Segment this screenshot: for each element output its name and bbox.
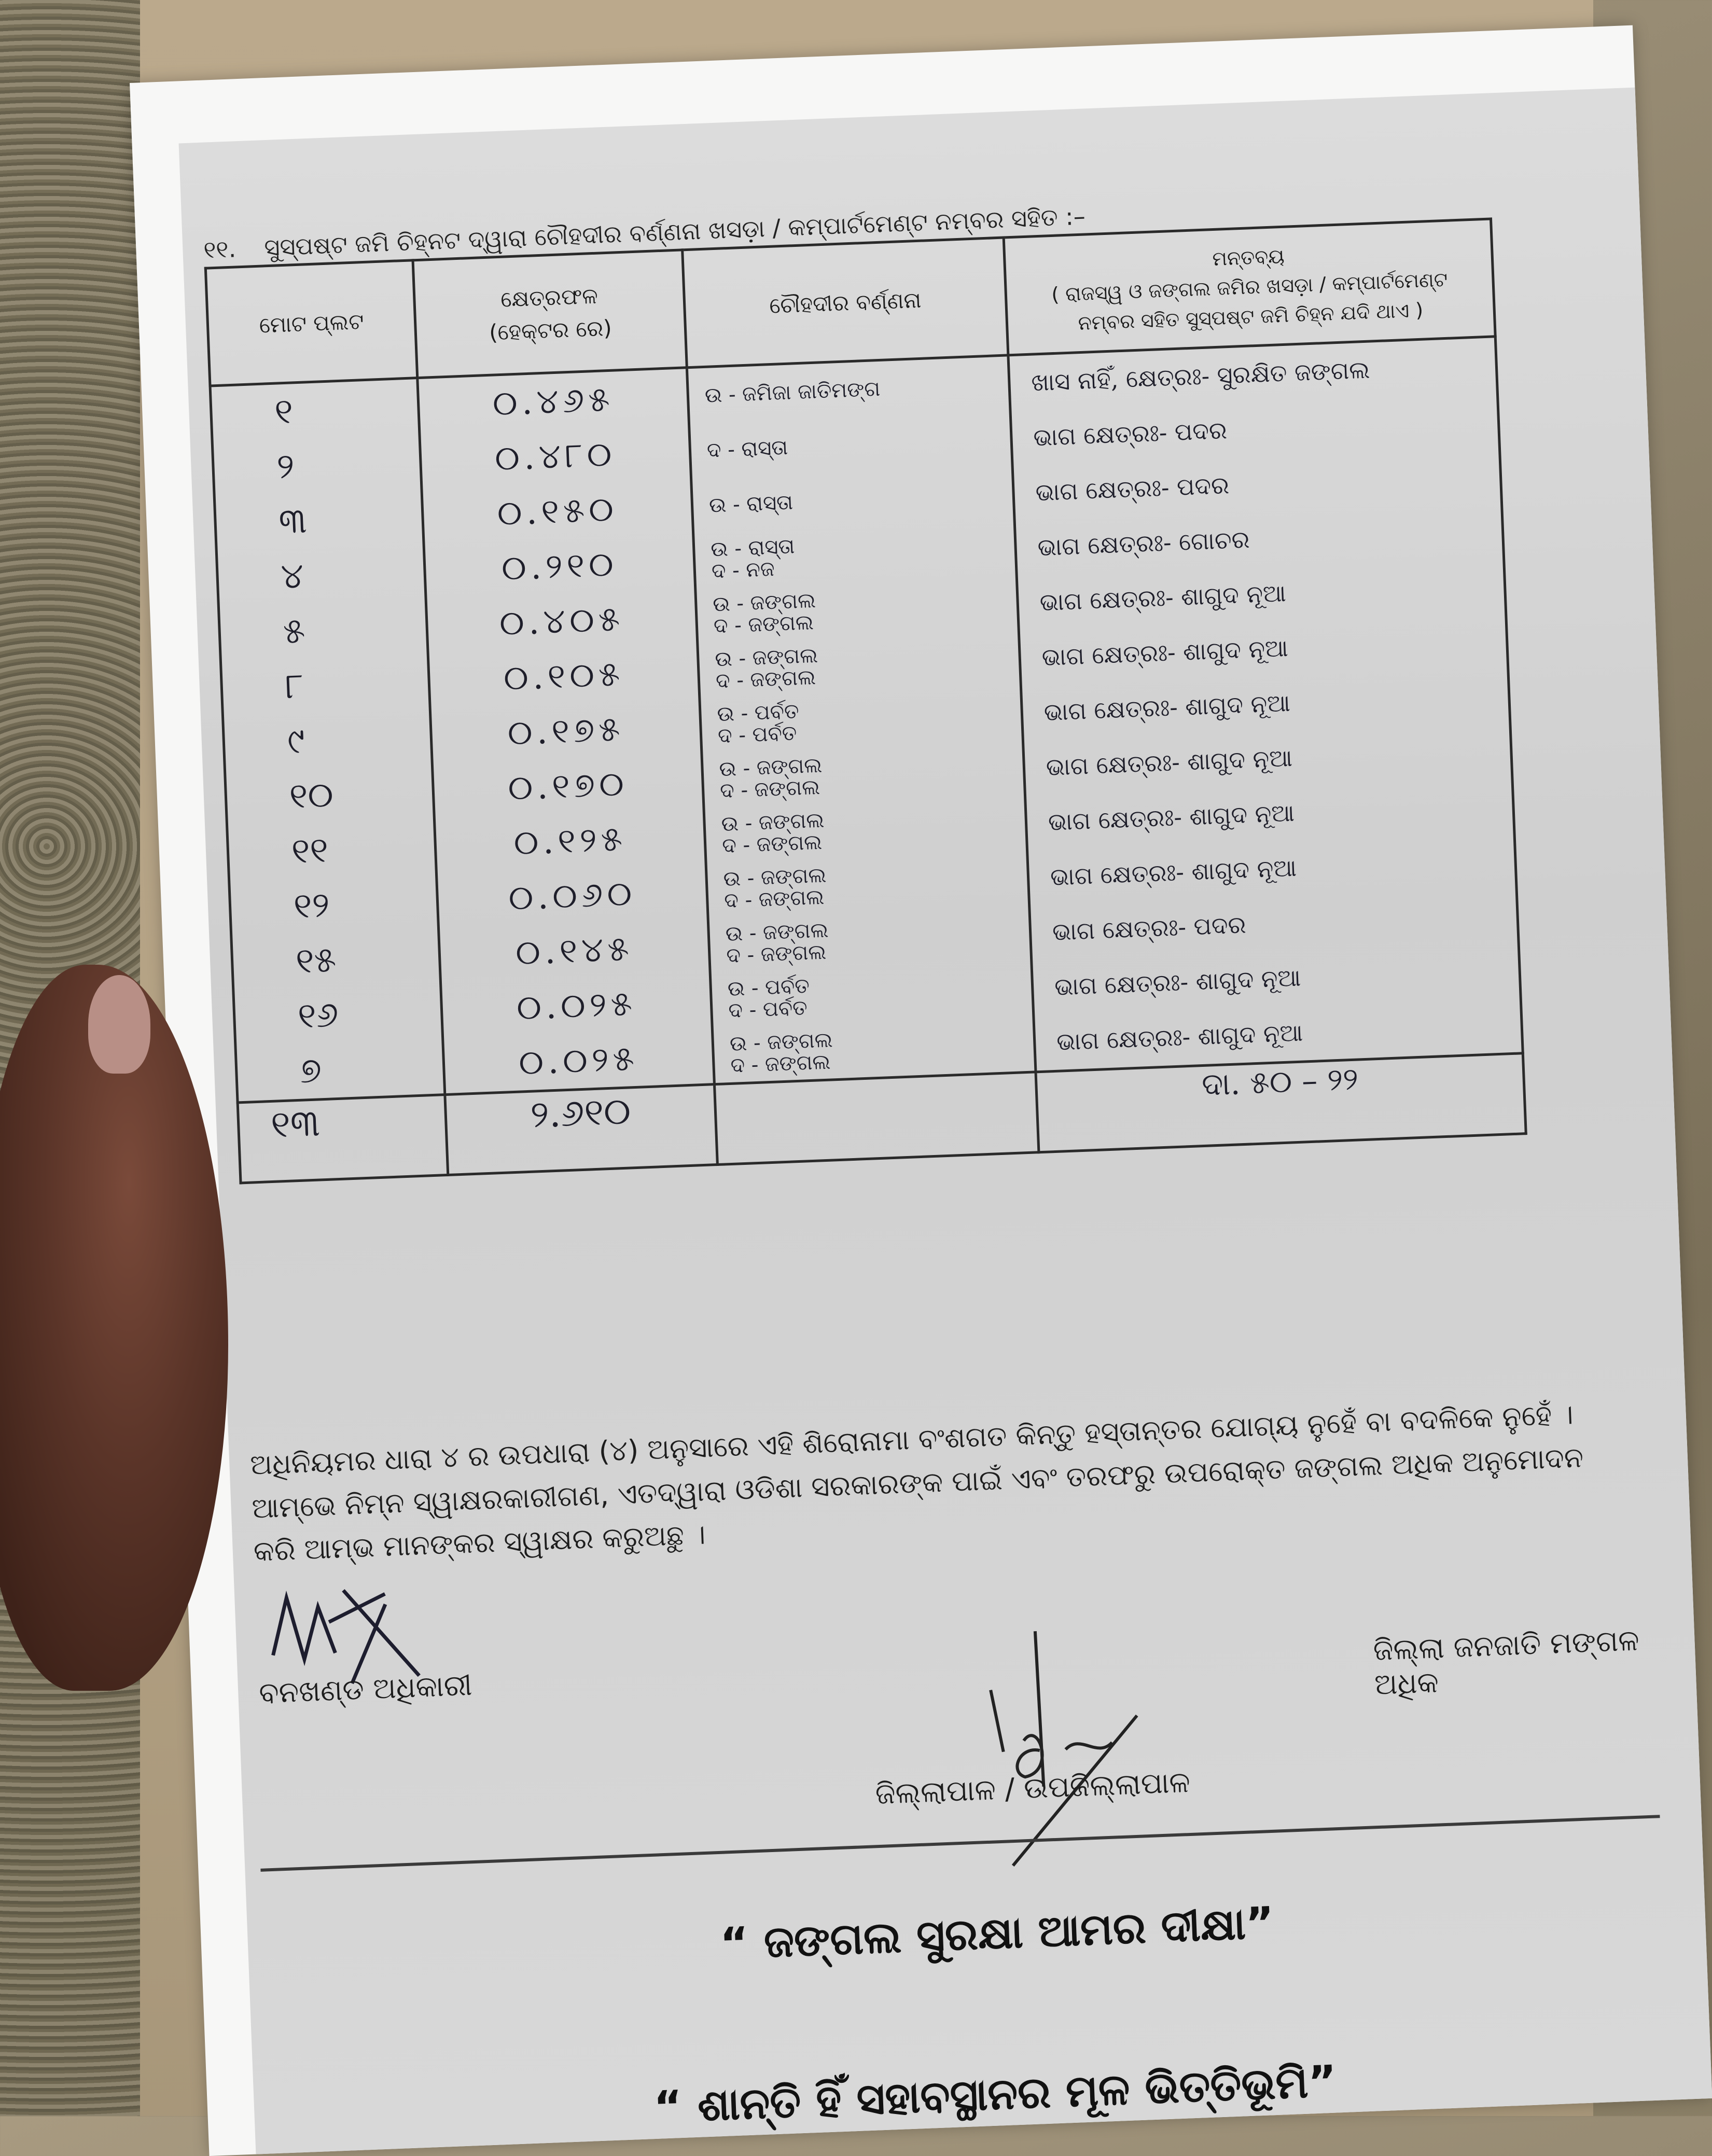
plot-area: ୦.୦୬୦ xyxy=(507,873,637,918)
plot-number: ୧୨ xyxy=(293,884,330,927)
plot-number: ୮ xyxy=(284,665,304,707)
district-tribal-officer-label: ଜିଲ୍ଲା ଜନଜାତି ମଙ୍ଗଳ ଅଧିକ xyxy=(1372,1623,1640,1702)
plot-number: ୩ xyxy=(278,500,308,543)
plot-number: ୫ xyxy=(282,610,306,652)
section-number: ୧୧. xyxy=(203,234,237,264)
boundary-line: ଦ - ପର୍ବତ xyxy=(728,996,808,1023)
boundary-line: ଦ - ଜଙ୍ଗଲ xyxy=(723,885,825,913)
boundary-line: ଉ - ଜଙ୍ଗଲ xyxy=(722,863,827,892)
paper-sheet xyxy=(130,25,1712,2156)
plot-area: ୦.୧୦୫ xyxy=(503,653,625,698)
plot-number: ୧୫ xyxy=(295,939,337,982)
boundary-line: ଦ - ଜଙ୍ଗଲ xyxy=(721,830,823,858)
boundary-line: ଉ - ପର୍ବତ xyxy=(716,699,800,727)
plot-remark: ଭାଗ କ୍ଷେତ୍ରଃ- ଶାଗୁଦ ନୂଆ xyxy=(1047,798,1295,837)
forest-officer-label: ବନଖଣ୍ଡ ଅଧିକାରୀ xyxy=(258,1668,473,1710)
plot-number: ୧୦ xyxy=(288,774,335,817)
total-boundary-empty xyxy=(714,1072,1038,1165)
remarks-column xyxy=(1008,337,1523,1072)
slogan-peace: “ ଶାନ୍ତି ହିଁ ସହାବସ୍ଥାନର ମୂଳ ଭିତ୍ତିଭୂମି” xyxy=(652,2055,1338,2133)
plot-remark: ଭାଗ କ୍ଷେତ୍ରଃ- ପଦର xyxy=(1035,471,1230,507)
thumb-nail xyxy=(88,975,150,1074)
plot-number: ୧୧ xyxy=(290,829,329,872)
header-plot-count: ମୋଟ ପ୍ଲଟ xyxy=(205,260,417,386)
plot-number: ୭ xyxy=(299,1050,323,1092)
boundary-table xyxy=(204,217,1527,1184)
header-boundary: ଚୌହଦୀର ବର୍ଣ୍ଣନା xyxy=(683,238,1008,368)
boundary-line: ଦ - ନଜ xyxy=(711,557,775,583)
boundary-line: ଦ - ଜଙ୍ଗଲ xyxy=(730,1050,831,1078)
plot-remark: ଭାଗ କ୍ଷେତ୍ରଃ- ଶାଗୁଦ ନୂଆ xyxy=(1045,743,1293,782)
boundary-line: ଦ - ଜଙ୍ଗଲ xyxy=(726,940,827,968)
plot-remark: ଭାଗ କ୍ଷେତ୍ରଃ- ପଦର xyxy=(1033,416,1228,452)
boundary-column xyxy=(687,355,1036,1084)
plot-area: ୦.୨୧୦ xyxy=(500,544,619,588)
plot-area: ୦.୧୫୦ xyxy=(496,489,619,533)
boundary-line: ଦ - ଜଙ୍ଗଲ xyxy=(719,775,820,803)
section-title: ସୁସ୍ପଷ୍ଟ ଜମି ଚିହ୍ନଟ ଦ୍ୱାରା ଚୌହଦୀର ବର୍ଣ୍ଣନା ଖସଡ଼ା / କମ୍ପାର୍ଟମେଣ୍ଟ ନମ୍ବର ସହିତ :– xyxy=(263,202,1086,262)
plot-number: ୨ xyxy=(276,446,295,488)
plot-number: ୪ xyxy=(280,555,304,597)
boundary-line: ଦ - ଜଙ୍ଗଲ xyxy=(715,665,816,693)
plot-remark: ଭାଗ କ୍ଷେତ୍ରଃ- ଶାଗୁଦ ନୂଆ xyxy=(1056,1018,1304,1056)
boundary-line: ଉ - ଜଙ୍ଗଲ xyxy=(718,753,823,782)
total-plots: ୧୩ xyxy=(270,1101,321,1146)
plot-area: ୦.୧୭୦ xyxy=(507,763,629,808)
boundary-line: ଉ - ଜଙ୍ଗଲ xyxy=(720,808,825,837)
plot-number: ୧୬ xyxy=(297,994,339,1037)
boundary-line: ଦ - ପର୍ବତ xyxy=(717,721,798,748)
plot-area: ୦.୪୮୦ xyxy=(494,434,617,478)
table-body-row xyxy=(210,337,1523,1103)
total-remark: ଦା. ୫୦ – ୨୨ xyxy=(1201,1061,1359,1104)
slogan-forest-protection: “ ଜଙ୍ଗଲ ସୁରକ୍ଷା ଆମର ଦୀକ୍ଷା” xyxy=(719,1897,1275,1969)
plot-column xyxy=(210,378,445,1103)
boundary-line: ଉ - ଜଙ୍ଗଲ xyxy=(712,588,816,617)
header-area: କ୍ଷେତ୍ରଫଳ (ହେକ୍ଟର ରେ) xyxy=(413,250,687,378)
boundary-line: ଉ - ଜଙ୍ଗଲ xyxy=(725,918,829,947)
header-remarks: ମନ୍ତବ୍ୟ ( ରାଜସ୍ୱ ଓ ଜଙ୍ଗଲ ଜମିର ଖସଡ଼ା / କମ୍ପାର୍ଟମେଣ୍ଟ ନମ୍ବର ସହିତ ସୁସ୍ପଷ୍ଟ ଜମି ଚିହ୍ନ ଯଦି ଥାଏ ) xyxy=(1004,219,1495,355)
plot-area: ୦.୪୦୫ xyxy=(498,598,625,643)
plot-remark: ଭାଗ କ୍ଷେତ୍ରଃ- ପଦର xyxy=(1052,910,1247,946)
plot-remark: ଭାଗ କ୍ଷେତ୍ରଃ- ଶାଗୁଦ ନୂଆ xyxy=(1043,689,1291,727)
area-column xyxy=(417,368,715,1095)
boundary-line: ଉ - ଜଙ୍ଗଲ xyxy=(714,643,818,672)
plot-remark: ଭାଗ କ୍ଷେତ୍ରଃ- ଶାଗୁଦ ନୂଆ xyxy=(1054,963,1302,1001)
plot-remark: ଖାସ ନାହିଁ, କ୍ଷେତ୍ରଃ- ସୁରକ୍ଷିତ ଜଙ୍ଗଲ xyxy=(1031,355,1371,397)
plot-area: ୦.୧୪୫ xyxy=(514,928,634,973)
boundary-line: ଉ - ପର୍ବତ xyxy=(727,973,810,1002)
plot-number: ୯ xyxy=(286,720,306,762)
total-area: ୨.୬୧୦ xyxy=(529,1089,632,1136)
collector-label: ଜିଲ୍ଲାପାଳ / ଉପଜିଲ୍ଲାପାଳ xyxy=(874,1765,1191,1812)
plot-boundary xyxy=(714,1016,1035,1083)
boundary-line: ଉ - ରାସ୍ତା xyxy=(708,490,794,518)
plot-number: ୧ xyxy=(274,391,294,433)
plot-area: ୦.୦୨୫ xyxy=(518,1038,639,1083)
boundary-line: ଉ - ଜଙ୍ଗଲ xyxy=(729,1028,833,1056)
plot-remark: ଭାଗ କ୍ଷେତ୍ରଃ- ଶାଗୁଦ ନୂଆ xyxy=(1041,634,1289,672)
plot-area: ୦.୪୬୫ xyxy=(492,379,615,424)
plot-remark: ଭାଗ କ୍ଷେତ୍ରଃ- ଗୋଚର xyxy=(1037,525,1250,562)
plot-remark: ଭାଗ କ୍ଷେତ୍ରଃ- ଶାଗୁଦ ନୂଆ xyxy=(1039,579,1287,617)
plot-area: ୦.୧୭୫ xyxy=(507,708,625,753)
boundary-line: ଉ - ରାସ୍ତା xyxy=(710,534,796,562)
declaration-paragraph: ଅଧିନିୟମର ଧାରା ୪ ର ଉପଧାରା (୪) ଅନୁସାରେ ଏହି ଶିରୋନାମା ବଂଶଗତ କିନ୍ତୁ ହସ୍ତାନ୍ତର ଯୋଗ୍ୟ ନୁହେଁ ବା ବଦଳିକେ ନୁହେଁ । ଆମ୍ଭେ ନିମ୍ନ ସ୍ୱାକ୍ଷରକାରୀଗଣ, ଏତଦ୍ୱାରା ଓଡିଶା ସରକାରଙ୍କ ପାଇଁ ଏବଂ ତରଫରୁ ଉପରୋକ୍ତ ଜଙ୍ଗଲ ଅଧିକ ଅନୁମୋଦନ କରି ଆମ୍ଭ ମାନଙ୍କର ସ୍ୱାକ୍ଷର କରୁଅଛୁ । xyxy=(249,1398,1584,1568)
boundary-line: ଦ - ଜଙ୍ଗଲ xyxy=(713,610,814,638)
plot-area: ୦.୦୨୫ xyxy=(516,983,637,1028)
plot-area: ୦.୧୨୫ xyxy=(513,818,628,863)
boundary-line: ଉ - ଜମିଜା ଜାତିମଙ୍ଗ xyxy=(704,377,881,408)
boundary-line: ଦ - ରାସ୍ତା xyxy=(706,435,788,463)
plot-remark: ଭାଗ କ୍ଷେତ୍ରଃ- ଶାଗୁଦ ନୂଆ xyxy=(1050,853,1297,891)
